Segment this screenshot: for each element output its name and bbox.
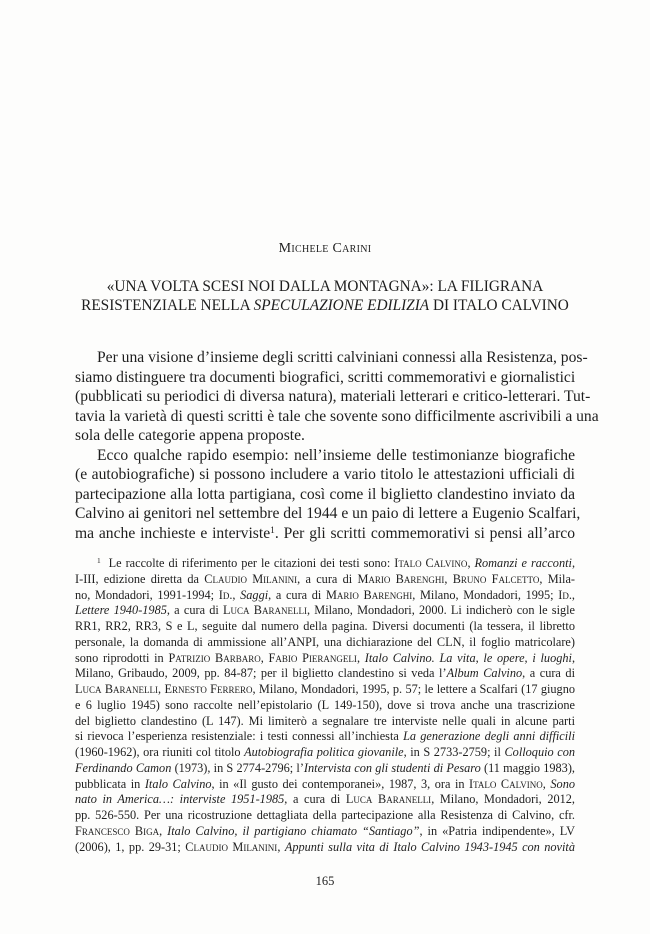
footnote bbox=[75, 556, 575, 855]
footnote-line: sono riprodotti in Patrizio Barbaro, Fabio Pierangeli, Italo Calvino. La vita, le opere, i luoghi, bbox=[75, 650, 576, 665]
footnote-line: Lettere 1940-1985, a cura di Luca Baranelli, Milano, Mondadori, 2000. Li indicherò con le sigle bbox=[75, 603, 576, 618]
footnote-line: RR1, RR2, RR3, S e L, seguite dal numero della pagina. Diversi documenti (la tessera, il libretto bbox=[75, 619, 575, 633]
body-line: (pubblicati su periodici di diversa natura), materiali letterari e critico-letterari. Tut- bbox=[75, 388, 591, 405]
body-line: siamo distinguere tra documenti biografici, scritti commemorativi e giornalistici bbox=[75, 368, 576, 386]
footnote-line: I-III, edizione diretta da Claudio Milanini, a cura di Mario Barenghi, Bruno Falcetto, Mila- bbox=[75, 571, 576, 586]
body-line: Per una visione d’insieme degli scritti calviniani connessi alla Resistenza, pos- bbox=[97, 349, 588, 366]
body-line: ma anche inchieste e interviste$^1$. Per gli scritti commemorativi si pensi all’arco bbox=[75, 524, 576, 542]
footnote-line: (1960-1962), ora riuniti col titolo Autobiografia politica giovanile, in S 2733-2759; il Colloquio con bbox=[75, 745, 575, 759]
footnote-line: Milano, Gribaudo, 2009, pp. 84-87; per il biglietto clandestino si veda l’Album Calvino, a cura di bbox=[75, 666, 575, 681]
body-line: Calvino ai genitori nel settembre del 1944 e un paio di lettere a Eugenio Scalfari, bbox=[75, 505, 581, 522]
article-title bbox=[60, 277, 590, 315]
footnote-marker: 1 bbox=[97, 555, 101, 565]
footnote-line: Ferdinando Camon (1973), in S 2774-2796; l’Intervista con gli studenti di Pesaro (11 maggio 1983), bbox=[75, 760, 575, 775]
footnote-line: pubblicata in Italo Calvino, in «Il gusto dei contemporanei», 1987, 3, ora in Italo Calvino, Sono bbox=[75, 776, 575, 791]
body-text bbox=[75, 348, 599, 543]
footnote-line: no, Mondadori, 1991-1994; Id., Saggi, a cura di Mario Barenghi, Milano, Mondadori, 1995; Id., bbox=[75, 587, 575, 602]
body-line: tavia la varietà di questi scritti è tale che sovente sono difficilmente ascrivibili a una bbox=[75, 407, 599, 425]
footnote-line: Luca Baranelli, Ernesto Ferrero, Milano, Mondadori, 1995, p. 57; le lettere a Scalfari (17 giugno bbox=[75, 682, 575, 696]
body-line: sola delle categorie appena proposte. bbox=[75, 427, 305, 444]
footnote-line: nato in America…: interviste 1951-1985, a cura di Luca Baranelli, Milano, Mondadori, 2012, bbox=[75, 792, 576, 807]
footnote-line: e 6 luglio 1945) sono raccolte nell’epistolario (L 149-150), dove si trova anche una trascrizione bbox=[75, 697, 575, 712]
title-line-2: RESISTENZIALE NELLA SPECULAZIONE EDILIZIA DI ITALO CALVINO bbox=[81, 297, 569, 314]
footnote-line: del biglietto clandestino (L 147). Mi limiterò a segnalare tre interviste nelle quali in alcune parti bbox=[75, 713, 575, 728]
footnote-line: Francesco Biga, Italo Calvino, il partigiano chiamato “Santiago”, in «Patria indipendente», LV bbox=[75, 823, 575, 838]
body-line: (e autobiografiche) si possono includere a vario titolo le attestazioni ufficiali di bbox=[75, 466, 575, 483]
footnote-line: pp. 526-550. Per una ricostruzione dettagliata della partecipazione alla Resistenza di Calvino, cfr. bbox=[75, 808, 575, 822]
page-number: 165 bbox=[315, 874, 335, 888]
body-line: Ecco qualche rapido esempio: nell’insieme delle testimonianze biografiche bbox=[97, 446, 575, 464]
footnote-line: personale, la domanda di ammissione all’ANPI, una dichiarazione del CLN, il foglio matricolare) bbox=[75, 634, 575, 649]
footnote-ref: 1 bbox=[270, 525, 275, 536]
author-name: Michele Carini bbox=[278, 241, 372, 256]
footnote-line: si rievoca l’esperienza resistenziale: i testi connessi all’inchiesta La generazione degli anni difficili bbox=[75, 729, 575, 744]
title-line-1: «UNA VOLTA SCESI NOI DALLA MONTAGNA»: LA FILIGRANA bbox=[106, 278, 544, 295]
footnote-line: $^1$ Le raccolte di riferimento per le citazioni dei testi sono: Italo Calvino, Romanzi e racconti, bbox=[97, 555, 576, 570]
footnote-line: (2006), 1, pp. 29-31; Claudio Milanini, Appunti sulla vita di Italo Calvino 1943-1945 con novità bbox=[75, 839, 575, 854]
body-line: partecipazione alla lotta partigiana, così come il biglietto clandestino inviato da bbox=[75, 485, 575, 503]
